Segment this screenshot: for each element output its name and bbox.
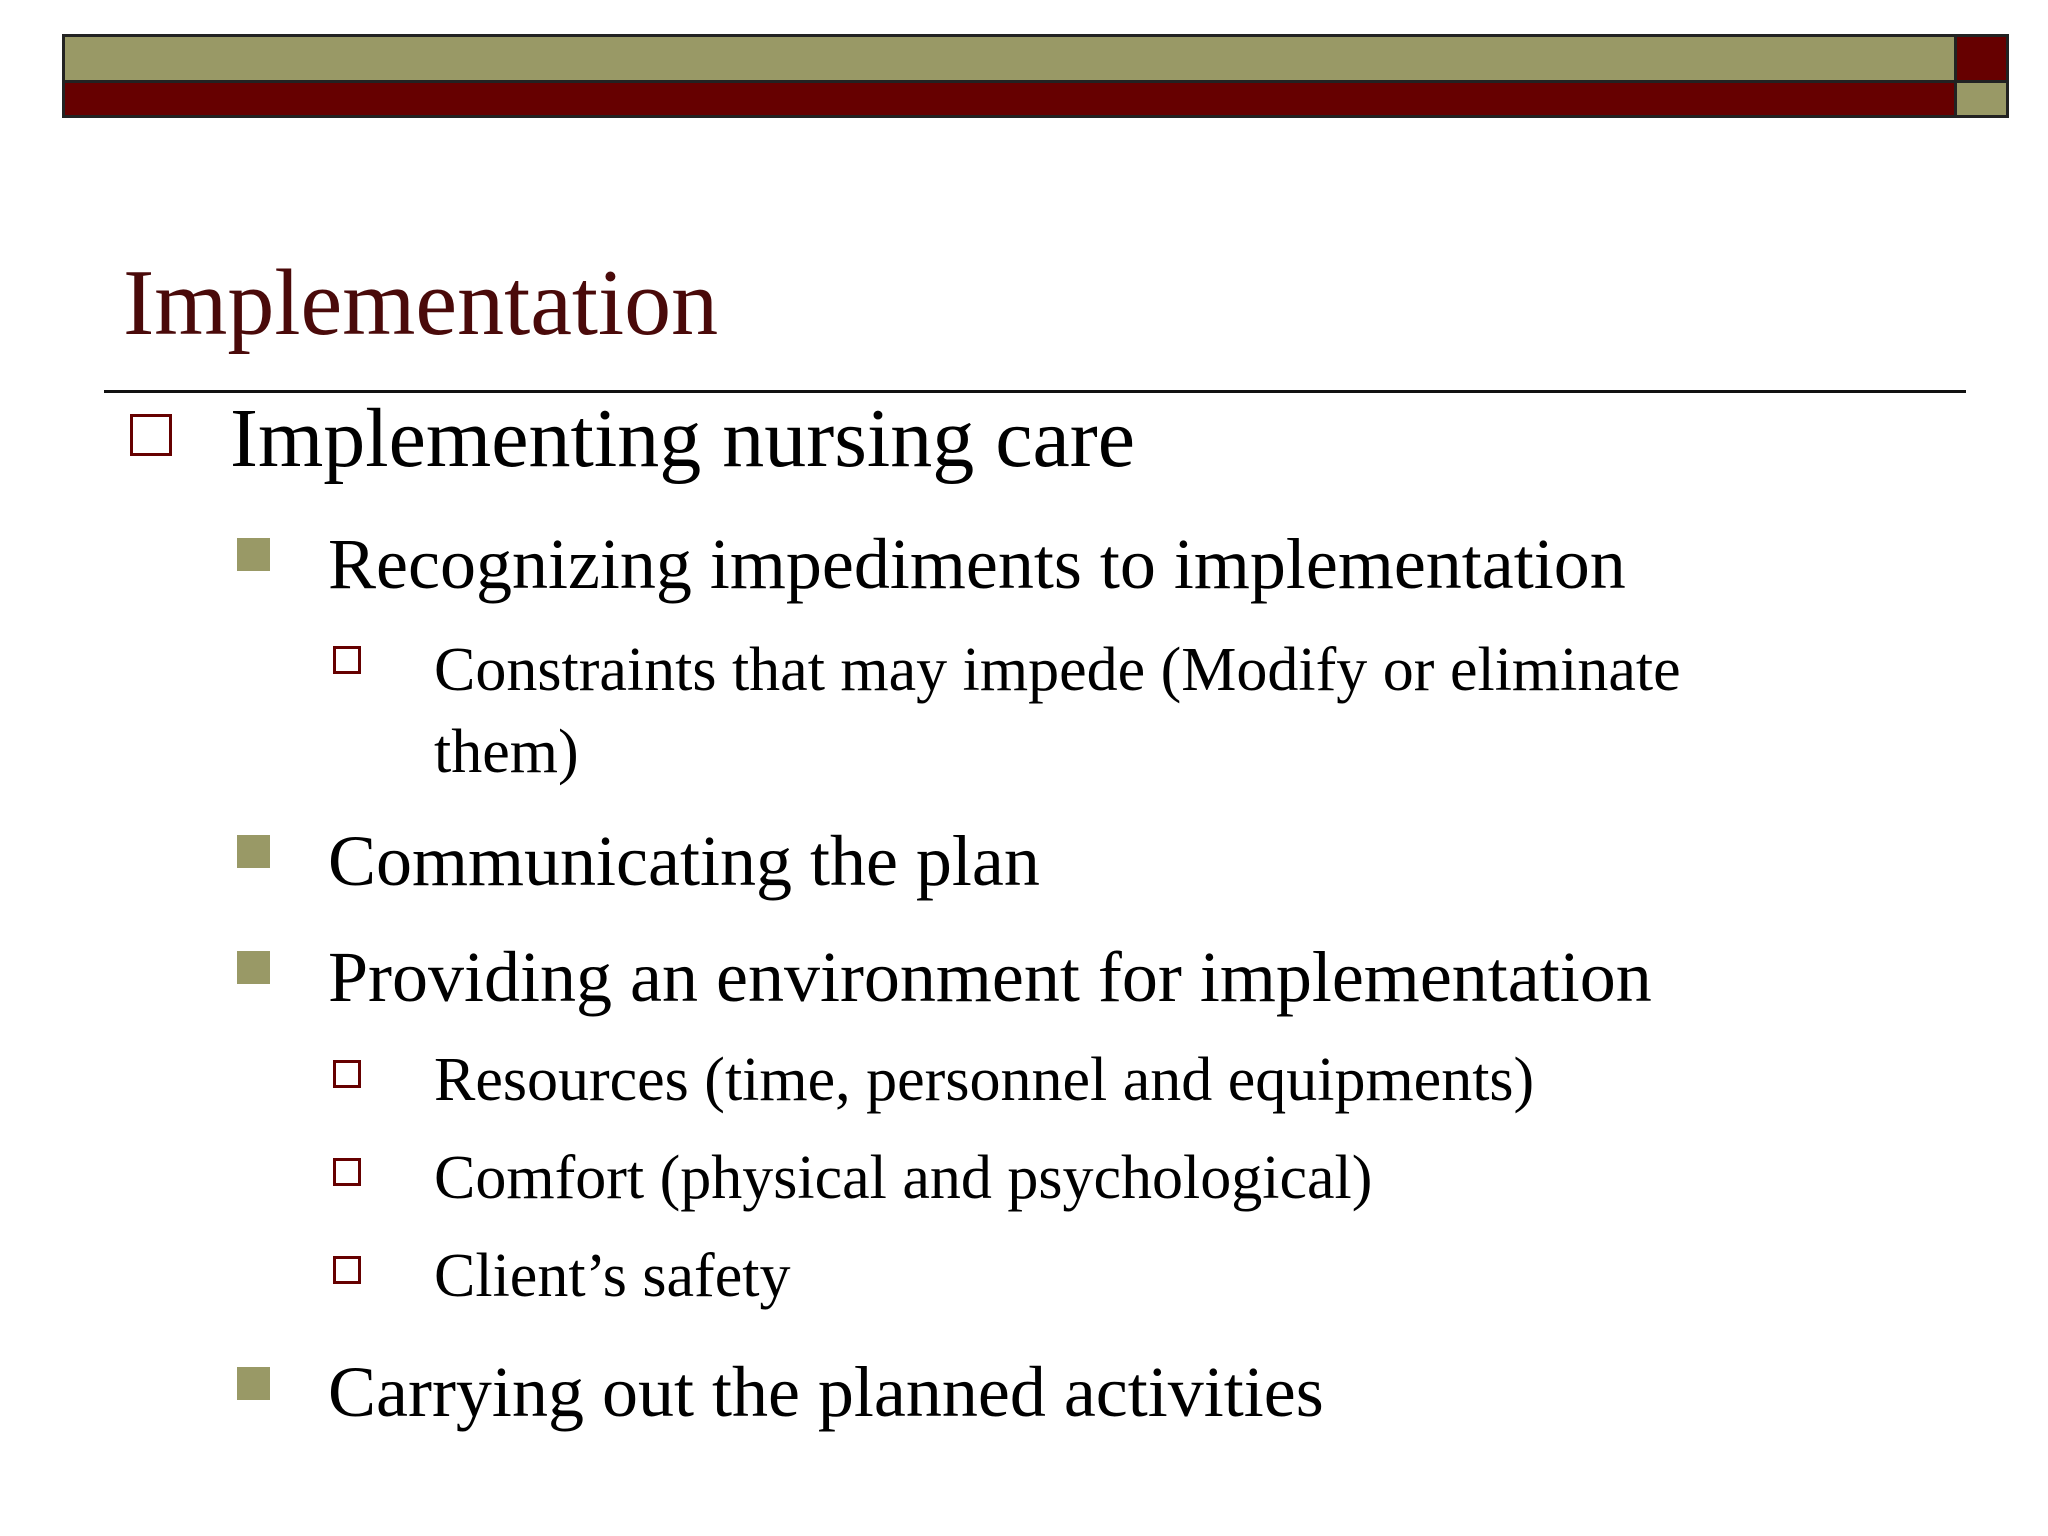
bullet-level2-providing-environment: Providing an environment for implementation: [328, 937, 1652, 1017]
hollow-square-bullet-icon: [130, 414, 172, 456]
bullet-level2-recognizing-impediments: Recognizing impediments to implementation: [328, 524, 1626, 604]
bullet-level1-implementing-nursing-care: Implementing nursing care: [230, 392, 1136, 485]
solid-square-bullet-icon: [237, 951, 270, 984]
bullet-level2-carrying-out-activities: Carrying out the planned activities: [328, 1352, 1324, 1432]
hollow-square-bullet-icon: [333, 1060, 361, 1088]
bullet-level3-resources: Resources (time, personnel and equipments): [434, 1046, 1535, 1114]
bullet-level3-comfort: Comfort (physical and psychological): [434, 1144, 1373, 1212]
header-corner-olive: [1957, 83, 2009, 118]
solid-square-bullet-icon: [237, 1367, 270, 1400]
hollow-square-bullet-icon: [333, 1158, 361, 1186]
bullet-level3-constraints: Constraints that may impede (Modify or eliminate them): [434, 636, 1681, 786]
slide-title: Implementation: [123, 251, 719, 355]
bullet-level3-client-safety: Client’s safety: [434, 1242, 791, 1310]
header-bar-olive: [62, 34, 1957, 83]
bullet-level2-communicating-plan: Communicating the plan: [328, 821, 1040, 901]
header-bar-maroon: [62, 83, 1957, 118]
hollow-square-bullet-icon: [333, 1256, 361, 1284]
solid-square-bullet-icon: [237, 538, 270, 571]
header-corner-maroon: [1957, 34, 2009, 83]
hollow-square-bullet-icon: [333, 646, 361, 674]
solid-square-bullet-icon: [237, 835, 270, 868]
